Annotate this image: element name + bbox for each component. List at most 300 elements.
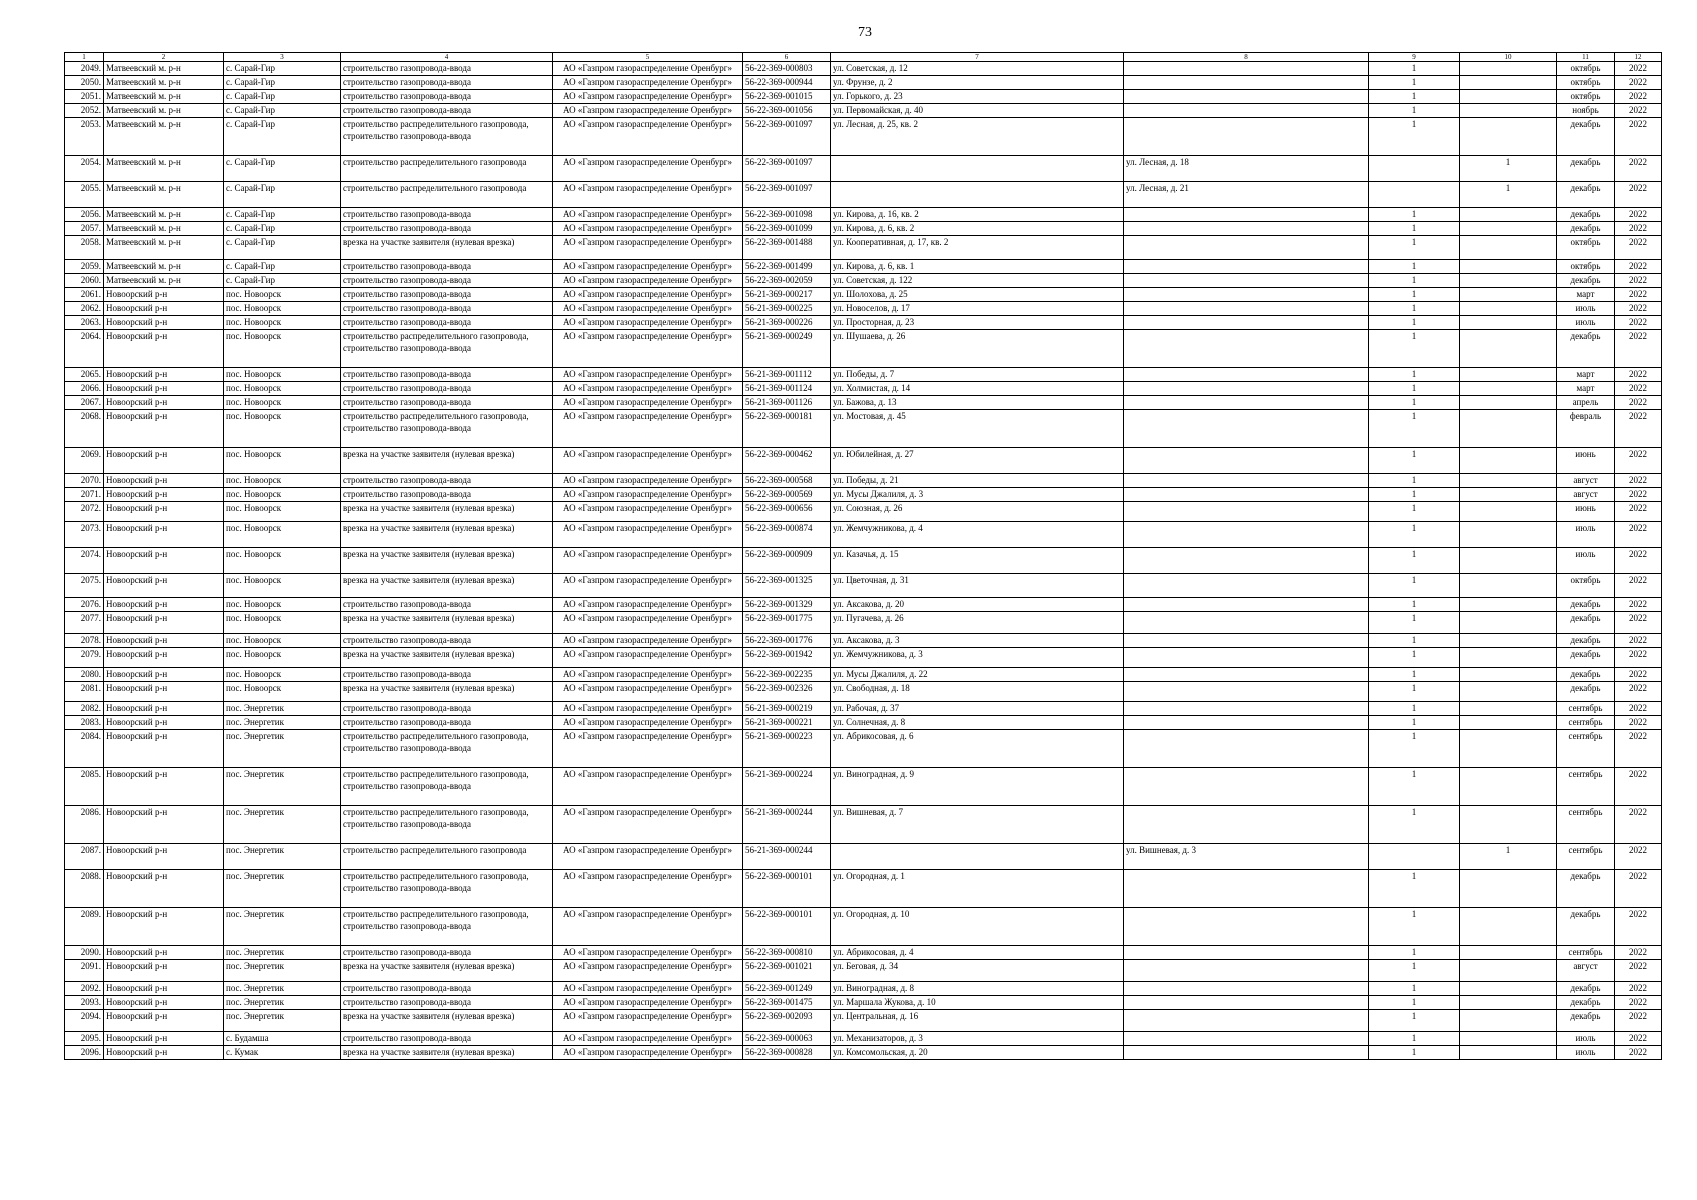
count-pipeline-cell [1460, 960, 1557, 982]
application-number-cell: 56-22-369-001249 [743, 982, 831, 996]
row-number-cell: 2064. [65, 330, 104, 368]
gas-company-cell: АО «Газпром газораспределение Оренбург» [553, 274, 743, 288]
gas-company-cell: АО «Газпром газораспределение Оренбург» [553, 382, 743, 396]
municipality-cell: Матвеевский м. р-н [104, 260, 224, 274]
row-number-cell: 2092. [65, 982, 104, 996]
work-type-cell: строительство газопровода-ввода [341, 668, 553, 682]
row-number-cell: 2062. [65, 302, 104, 316]
gas-company-cell: АО «Газпром газораспределение Оренбург» [553, 156, 743, 182]
column-number: 11 [1557, 53, 1615, 62]
application-number-cell: 56-22-369-001488 [743, 236, 831, 260]
address-connection-cell: ул. Абрикосовая, д. 4 [831, 946, 1124, 960]
count-pipeline-cell: 1 [1460, 182, 1557, 208]
address-connection-cell: ул. Новоселов, д. 17 [831, 302, 1124, 316]
application-number-cell: 56-21-369-000217 [743, 288, 831, 302]
count-pipeline-cell [1460, 1032, 1557, 1046]
count-connection-cell: 1 [1369, 946, 1460, 960]
settlement-cell: пос. Энергетик [224, 716, 341, 730]
year-cell: 2022 [1615, 730, 1662, 768]
municipality-cell: Матвеевский м. р-н [104, 62, 224, 76]
column-number: 4 [341, 53, 553, 62]
work-type-cell: врезка на участке заявителя (нулевая врезка) [341, 1010, 553, 1032]
year-cell: 2022 [1615, 612, 1662, 634]
year-cell: 2022 [1615, 410, 1662, 448]
address-connection-cell: ул. Кооперативная, д. 17, кв. 2 [831, 236, 1124, 260]
month-cell: декабрь [1557, 648, 1615, 668]
address-pipeline-cell [1124, 634, 1369, 648]
application-number-cell: 56-22-369-001099 [743, 222, 831, 236]
month-cell: октябрь [1557, 62, 1615, 76]
gas-company-cell: АО «Газпром газораспределение Оренбург» [553, 1010, 743, 1032]
count-connection-cell [1369, 182, 1460, 208]
address-connection-cell: ул. Бажова, д. 13 [831, 396, 1124, 410]
table-row [65, 260, 1662, 274]
application-number-cell: 56-22-369-000181 [743, 410, 831, 448]
count-pipeline-cell [1460, 368, 1557, 382]
application-number-cell: 56-22-369-001098 [743, 208, 831, 222]
settlement-cell: с. Сарай-Гир [224, 62, 341, 76]
work-type-cell: врезка на участке заявителя (нулевая врезка) [341, 522, 553, 548]
work-type-cell: строительство газопровода-ввода [341, 208, 553, 222]
address-pipeline-cell [1124, 90, 1369, 104]
gas-company-cell: АО «Газпром газораспределение Оренбург» [553, 870, 743, 908]
work-type-cell: строительство газопровода-ввода [341, 474, 553, 488]
application-number-cell: 56-22-369-001942 [743, 648, 831, 668]
month-cell: июнь [1557, 448, 1615, 474]
month-cell: сентябрь [1557, 946, 1615, 960]
work-type-cell: строительство распределительного газопровода, строительство газопровода-ввода [341, 908, 553, 946]
column-number-row [65, 53, 1662, 62]
municipality-cell: Новоорский р-н [104, 502, 224, 522]
count-pipeline-cell [1460, 302, 1557, 316]
municipality-cell: Новоорский р-н [104, 302, 224, 316]
address-pipeline-cell [1124, 870, 1369, 908]
application-number-cell: 56-22-369-000944 [743, 76, 831, 90]
count-pipeline-cell [1460, 288, 1557, 302]
table-row [65, 448, 1662, 474]
row-number-cell: 2079. [65, 648, 104, 668]
gas-company-cell: АО «Газпром газораспределение Оренбург» [553, 946, 743, 960]
count-pipeline-cell [1460, 522, 1557, 548]
month-cell: март [1557, 368, 1615, 382]
gas-company-cell: АО «Газпром газораспределение Оренбург» [553, 598, 743, 612]
work-type-cell: строительство газопровода-ввода [341, 396, 553, 410]
year-cell: 2022 [1615, 548, 1662, 574]
work-type-cell: врезка на участке заявителя (нулевая врезка) [341, 574, 553, 598]
address-pipeline-cell [1124, 118, 1369, 156]
address-pipeline-cell [1124, 330, 1369, 368]
table-row [65, 410, 1662, 448]
settlement-cell: пос. Энергетик [224, 960, 341, 982]
table-row [65, 316, 1662, 330]
month-cell: август [1557, 488, 1615, 502]
row-number-cell: 2086. [65, 806, 104, 844]
row-number-cell: 2065. [65, 368, 104, 382]
application-number-cell: 56-21-369-000244 [743, 806, 831, 844]
row-number-cell: 2087. [65, 844, 104, 870]
gas-company-cell: АО «Газпром газораспределение Оренбург» [553, 908, 743, 946]
count-pipeline-cell [1460, 90, 1557, 104]
address-connection-cell: ул. Абрикосовая, д. 6 [831, 730, 1124, 768]
count-pipeline-cell: 1 [1460, 844, 1557, 870]
table-row [65, 806, 1662, 844]
month-cell: декабрь [1557, 668, 1615, 682]
count-pipeline-cell [1460, 474, 1557, 488]
year-cell: 2022 [1615, 668, 1662, 682]
application-number-cell: 56-22-369-000569 [743, 488, 831, 502]
row-number-cell: 2089. [65, 908, 104, 946]
gas-company-cell: АО «Газпром газораспределение Оренбург» [553, 1046, 743, 1060]
row-number-cell: 2069. [65, 448, 104, 474]
settlement-cell: пос. Новоорск [224, 648, 341, 668]
row-number-cell: 2052. [65, 104, 104, 118]
row-number-cell: 2096. [65, 1046, 104, 1060]
municipality-cell: Новоорский р-н [104, 316, 224, 330]
settlement-cell: с. Сарай-Гир [224, 76, 341, 90]
count-pipeline-cell [1460, 382, 1557, 396]
year-cell: 2022 [1615, 118, 1662, 156]
work-type-cell: врезка на участке заявителя (нулевая врезка) [341, 236, 553, 260]
year-cell: 2022 [1615, 90, 1662, 104]
count-connection-cell: 1 [1369, 548, 1460, 574]
row-number-cell: 2067. [65, 396, 104, 410]
municipality-cell: Новоорский р-н [104, 668, 224, 682]
gas-company-cell: АО «Газпром газораспределение Оренбург» [553, 396, 743, 410]
settlement-cell: с. Сарай-Гир [224, 260, 341, 274]
settlement-cell: пос. Новоорск [224, 288, 341, 302]
row-number-cell: 2054. [65, 156, 104, 182]
work-type-cell: врезка на участке заявителя (нулевая врезка) [341, 1046, 553, 1060]
address-pipeline-cell [1124, 960, 1369, 982]
year-cell: 2022 [1615, 288, 1662, 302]
table-row [65, 474, 1662, 488]
application-number-cell: 56-22-369-001329 [743, 598, 831, 612]
address-connection-cell: ул. Просторная, д. 23 [831, 316, 1124, 330]
work-type-cell: строительство газопровода-ввода [341, 598, 553, 612]
work-type-cell: строительство газопровода-ввода [341, 288, 553, 302]
application-number-cell: 56-22-369-000462 [743, 448, 831, 474]
count-pipeline-cell [1460, 260, 1557, 274]
year-cell: 2022 [1615, 648, 1662, 668]
address-connection-cell: ул. Победы, д. 21 [831, 474, 1124, 488]
gas-company-cell: АО «Газпром газораспределение Оренбург» [553, 682, 743, 702]
year-cell: 2022 [1615, 396, 1662, 410]
municipality-cell: Матвеевский м. р-н [104, 208, 224, 222]
count-pipeline-cell [1460, 702, 1557, 716]
year-cell: 2022 [1615, 1032, 1662, 1046]
month-cell: июль [1557, 548, 1615, 574]
table-row [65, 156, 1662, 182]
month-cell: декабрь [1557, 996, 1615, 1010]
address-connection-cell: ул. Юбилейная, д. 27 [831, 448, 1124, 474]
address-pipeline-cell [1124, 1010, 1369, 1032]
month-cell: сентябрь [1557, 806, 1615, 844]
table-row [65, 288, 1662, 302]
application-number-cell: 56-21-369-000249 [743, 330, 831, 368]
application-number-cell: 56-22-369-000568 [743, 474, 831, 488]
application-number-cell: 56-22-369-001097 [743, 182, 831, 208]
municipality-cell: Матвеевский м. р-н [104, 274, 224, 288]
address-connection-cell: ул. Комсомольская, д. 20 [831, 1046, 1124, 1060]
address-pipeline-cell [1124, 62, 1369, 76]
month-cell: сентябрь [1557, 716, 1615, 730]
count-pipeline-cell [1460, 716, 1557, 730]
count-connection-cell: 1 [1369, 502, 1460, 522]
municipality-cell: Новоорский р-н [104, 522, 224, 548]
row-number-cell: 2081. [65, 682, 104, 702]
count-connection-cell: 1 [1369, 368, 1460, 382]
row-number-cell: 2077. [65, 612, 104, 634]
work-type-cell: строительство газопровода-ввода [341, 702, 553, 716]
year-cell: 2022 [1615, 716, 1662, 730]
application-number-cell: 56-22-369-001097 [743, 156, 831, 182]
count-pipeline-cell [1460, 982, 1557, 996]
table-row [65, 716, 1662, 730]
count-pipeline-cell [1460, 396, 1557, 410]
row-number-cell: 2095. [65, 1032, 104, 1046]
table-row [65, 1032, 1662, 1046]
work-type-cell: строительство распределительного газопровода [341, 156, 553, 182]
column-number: 7 [831, 53, 1124, 62]
address-connection-cell: ул. Кирова, д. 6, кв. 2 [831, 222, 1124, 236]
gas-company-cell: АО «Газпром газораспределение Оренбург» [553, 612, 743, 634]
settlement-cell: пос. Новоорск [224, 474, 341, 488]
column-number: 5 [553, 53, 743, 62]
month-cell: октябрь [1557, 574, 1615, 598]
count-connection-cell: 1 [1369, 574, 1460, 598]
address-pipeline-cell [1124, 222, 1369, 236]
address-pipeline-cell [1124, 574, 1369, 598]
address-pipeline-cell: ул. Лесная, д. 21 [1124, 182, 1369, 208]
month-cell: июль [1557, 1046, 1615, 1060]
count-connection-cell: 1 [1369, 648, 1460, 668]
work-type-cell: строительство газопровода-ввода [341, 634, 553, 648]
gas-company-cell: АО «Газпром газораспределение Оренбург» [553, 982, 743, 996]
table-row [65, 574, 1662, 598]
address-pipeline-cell [1124, 702, 1369, 716]
row-number-cell: 2090. [65, 946, 104, 960]
address-pipeline-cell [1124, 716, 1369, 730]
count-pipeline-cell [1460, 682, 1557, 702]
work-type-cell: строительство распределительного газопровода, строительство газопровода-ввода [341, 806, 553, 844]
gas-company-cell: АО «Газпром газораспределение Оренбург» [553, 668, 743, 682]
address-connection-cell: ул. Виноградная, д. 9 [831, 768, 1124, 806]
count-connection-cell: 1 [1369, 870, 1460, 908]
month-cell: октябрь [1557, 76, 1615, 90]
address-pipeline-cell [1124, 502, 1369, 522]
year-cell: 2022 [1615, 274, 1662, 288]
count-connection-cell: 1 [1369, 668, 1460, 682]
municipality-cell: Матвеевский м. р-н [104, 104, 224, 118]
address-connection-cell: ул. Мостовая, д. 45 [831, 410, 1124, 448]
address-connection-cell: ул. Механизаторов, д. 3 [831, 1032, 1124, 1046]
table-row [65, 1010, 1662, 1032]
gas-company-cell: АО «Газпром газораспределение Оренбург» [553, 368, 743, 382]
settlement-cell: пос. Новоорск [224, 302, 341, 316]
count-pipeline-cell [1460, 1010, 1557, 1032]
work-type-cell: строительство газопровода-ввода [341, 996, 553, 1010]
gas-company-cell: АО «Газпром газораспределение Оренбург» [553, 806, 743, 844]
application-number-cell: 56-21-369-001126 [743, 396, 831, 410]
work-type-cell: строительство распределительного газопровода, строительство газопровода-ввода [341, 118, 553, 156]
municipality-cell: Новоорский р-н [104, 716, 224, 730]
month-cell: декабрь [1557, 1010, 1615, 1032]
address-connection-cell [831, 156, 1124, 182]
count-connection-cell: 1 [1369, 90, 1460, 104]
count-connection-cell: 1 [1369, 410, 1460, 448]
count-connection-cell [1369, 156, 1460, 182]
address-connection-cell: ул. Вишневая, д. 7 [831, 806, 1124, 844]
count-connection-cell: 1 [1369, 702, 1460, 716]
row-number-cell: 2055. [65, 182, 104, 208]
address-connection-cell: ул. Аксакова, д. 3 [831, 634, 1124, 648]
gas-company-cell: АО «Газпром газораспределение Оренбург» [553, 960, 743, 982]
year-cell: 2022 [1615, 260, 1662, 274]
address-connection-cell: ул. Советская, д. 12 [831, 62, 1124, 76]
settlement-cell: пос. Новоорск [224, 368, 341, 382]
work-type-cell: строительство распределительного газопровода, строительство газопровода-ввода [341, 768, 553, 806]
municipality-cell: Новоорский р-н [104, 844, 224, 870]
month-cell: сентябрь [1557, 730, 1615, 768]
count-pipeline-cell [1460, 612, 1557, 634]
month-cell: октябрь [1557, 90, 1615, 104]
count-pipeline-cell [1460, 946, 1557, 960]
application-number-cell: 56-22-369-000656 [743, 502, 831, 522]
address-connection-cell: ул. Огородная, д. 1 [831, 870, 1124, 908]
row-number-cell: 2058. [65, 236, 104, 260]
table-row [65, 844, 1662, 870]
month-cell: июль [1557, 1032, 1615, 1046]
month-cell: июль [1557, 522, 1615, 548]
municipality-cell: Новоорский р-н [104, 682, 224, 702]
gas-company-cell: АО «Газпром газораспределение Оренбург» [553, 76, 743, 90]
settlement-cell: пос. Новоорск [224, 502, 341, 522]
gas-company-cell: АО «Газпром газораспределение Оренбург» [553, 104, 743, 118]
column-number: 2 [104, 53, 224, 62]
row-number-cell: 2088. [65, 870, 104, 908]
work-type-cell: строительство распределительного газопровода, строительство газопровода-ввода [341, 410, 553, 448]
count-pipeline-cell: 1 [1460, 156, 1557, 182]
settlement-cell: пос. Новоорск [224, 330, 341, 368]
year-cell: 2022 [1615, 996, 1662, 1010]
application-number-cell: 56-21-369-001112 [743, 368, 831, 382]
table-row [65, 996, 1662, 1010]
count-connection-cell: 1 [1369, 208, 1460, 222]
year-cell: 2022 [1615, 634, 1662, 648]
count-connection-cell: 1 [1369, 982, 1460, 996]
count-connection-cell: 1 [1369, 1032, 1460, 1046]
application-number-cell: 56-22-369-000803 [743, 62, 831, 76]
gas-company-cell: АО «Газпром газораспределение Оренбург» [553, 182, 743, 208]
year-cell: 2022 [1615, 806, 1662, 844]
table-row [65, 208, 1662, 222]
settlement-cell: с. Сарай-Гир [224, 90, 341, 104]
table-row [65, 330, 1662, 368]
address-connection-cell: ул. Беговая, д. 34 [831, 960, 1124, 982]
count-connection-cell: 1 [1369, 908, 1460, 946]
address-pipeline-cell [1124, 806, 1369, 844]
address-pipeline-cell [1124, 488, 1369, 502]
address-connection-cell: ул. Маршала Жукова, д. 10 [831, 996, 1124, 1010]
row-number-cell: 2075. [65, 574, 104, 598]
address-connection-cell: ул. Кирова, д. 16, кв. 2 [831, 208, 1124, 222]
count-connection-cell: 1 [1369, 118, 1460, 156]
settlement-cell: пос. Энергетик [224, 946, 341, 960]
application-number-cell: 56-21-369-000221 [743, 716, 831, 730]
gas-company-cell: АО «Газпром газораспределение Оренбург» [553, 208, 743, 222]
row-number-cell: 2053. [65, 118, 104, 156]
count-pipeline-cell [1460, 1046, 1557, 1060]
work-type-cell: врезка на участке заявителя (нулевая врезка) [341, 502, 553, 522]
column-number: 6 [743, 53, 831, 62]
municipality-cell: Новоорский р-н [104, 574, 224, 598]
gas-company-cell: АО «Газпром газораспределение Оренбург» [553, 548, 743, 574]
month-cell: декабрь [1557, 682, 1615, 702]
row-number-cell: 2066. [65, 382, 104, 396]
application-number-cell: 56-22-369-001021 [743, 960, 831, 982]
address-pipeline-cell [1124, 598, 1369, 612]
work-type-cell: строительство газопровода-ввода [341, 274, 553, 288]
gas-company-cell: АО «Газпром газораспределение Оренбург» [553, 316, 743, 330]
settlement-cell: с. Сарай-Гир [224, 156, 341, 182]
count-connection-cell: 1 [1369, 274, 1460, 288]
table-row [65, 76, 1662, 90]
address-connection-cell: ул. Виноградная, д. 8 [831, 982, 1124, 996]
work-type-cell: врезка на участке заявителя (нулевая врезка) [341, 612, 553, 634]
count-pipeline-cell [1460, 730, 1557, 768]
year-cell: 2022 [1615, 844, 1662, 870]
month-cell: декабрь [1557, 118, 1615, 156]
table-row [65, 274, 1662, 288]
municipality-cell: Новоорский р-н [104, 768, 224, 806]
application-number-cell: 56-22-369-001015 [743, 90, 831, 104]
row-number-cell: 2063. [65, 316, 104, 330]
address-pipeline-cell [1124, 76, 1369, 90]
work-type-cell: строительство газопровода-ввода [341, 222, 553, 236]
year-cell: 2022 [1615, 448, 1662, 474]
application-number-cell: 56-22-369-000828 [743, 1046, 831, 1060]
gas-company-cell: АО «Газпром газораспределение Оренбург» [553, 488, 743, 502]
municipality-cell: Новоорский р-н [104, 870, 224, 908]
row-number-cell: 2050. [65, 76, 104, 90]
settlement-cell: пос. Новоорск [224, 598, 341, 612]
work-type-cell: врезка на участке заявителя (нулевая врезка) [341, 960, 553, 982]
application-number-cell: 56-22-369-000063 [743, 1032, 831, 1046]
settlement-cell: пос. Новоорск [224, 488, 341, 502]
row-number-cell: 2083. [65, 716, 104, 730]
row-number-cell: 2061. [65, 288, 104, 302]
address-connection-cell: ул. Рабочая, д. 37 [831, 702, 1124, 716]
settlement-cell: с. Сарай-Гир [224, 208, 341, 222]
address-connection-cell: ул. Союзная, д. 26 [831, 502, 1124, 522]
registry-table [64, 52, 1662, 1060]
address-connection-cell: ул. Горького, д. 23 [831, 90, 1124, 104]
municipality-cell: Новоорский р-н [104, 730, 224, 768]
address-pipeline-cell [1124, 274, 1369, 288]
month-cell: декабрь [1557, 330, 1615, 368]
table-body [65, 62, 1662, 1060]
address-connection-cell [831, 182, 1124, 208]
address-pipeline-cell [1124, 908, 1369, 946]
row-number-cell: 2071. [65, 488, 104, 502]
month-cell: октябрь [1557, 236, 1615, 260]
settlement-cell: пос. Новоорск [224, 382, 341, 396]
address-connection-cell: ул. Солнечная, д. 8 [831, 716, 1124, 730]
row-number-cell: 2072. [65, 502, 104, 522]
address-connection-cell: ул. Фрунзе, д. 2 [831, 76, 1124, 90]
month-cell: июль [1557, 302, 1615, 316]
table-row [65, 104, 1662, 118]
